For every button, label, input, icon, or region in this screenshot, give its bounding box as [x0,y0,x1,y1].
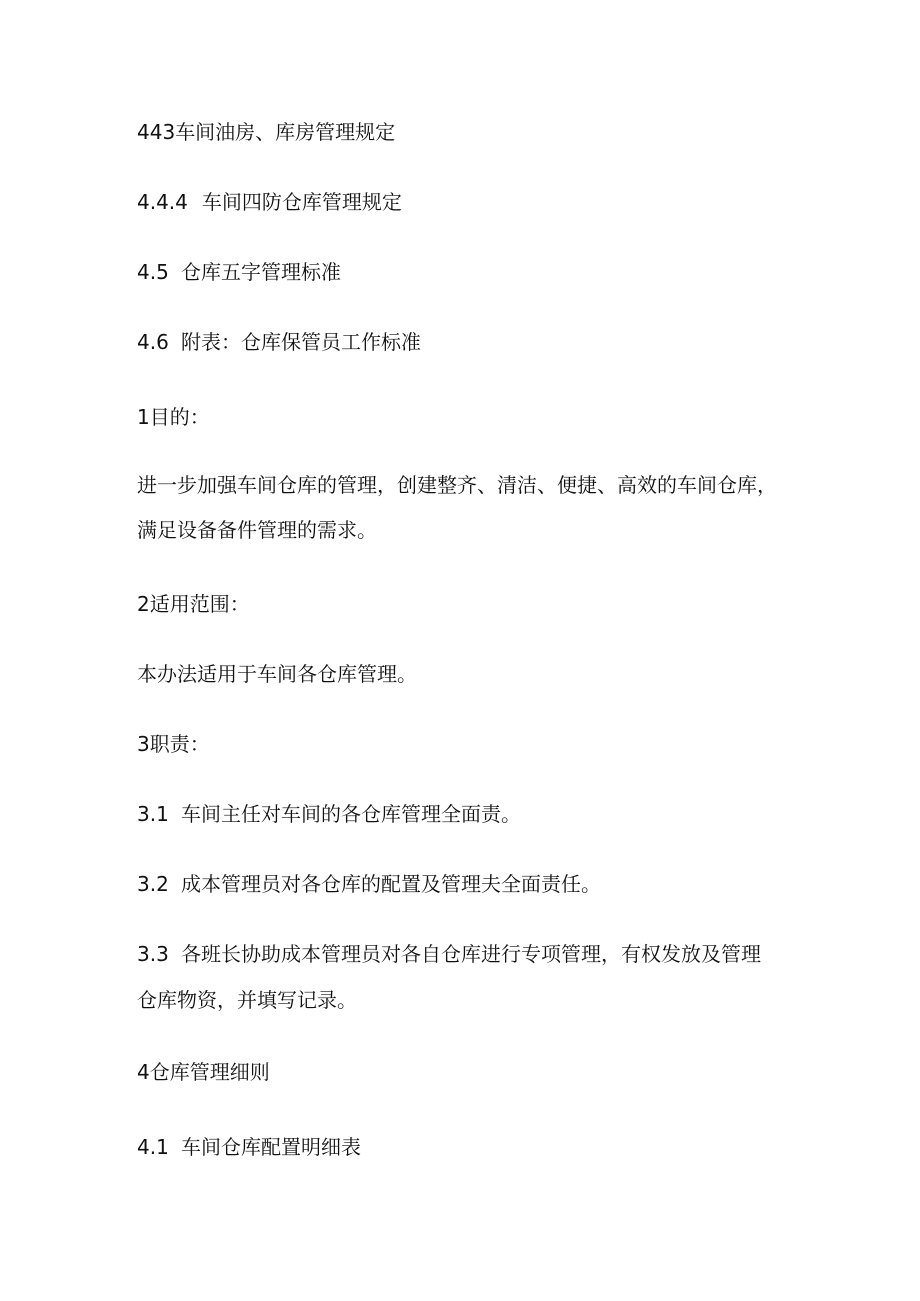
section-number: 1 [137,405,150,429]
line-text: 附表：仓库保管员工作标准 [181,330,421,354]
line-443 [137,120,797,144]
paragraph-line [137,662,797,686]
line-number: 4.4.4 [137,190,188,214]
section-1-heading [137,405,797,429]
line-4-6 [137,330,797,354]
section-4-heading [137,1060,797,1084]
section-number: 4 [137,1060,150,1084]
paragraph-line [137,518,797,542]
paragraph-line [137,988,797,1012]
section-3-heading [137,732,797,756]
line-text: 车间仓库配置明细表 [181,1135,361,1159]
line-number: 3.3 [137,942,169,966]
line-text: 成本管理员对各仓库的配置及管理夫全面责任。 [181,872,601,896]
line-4-5 [137,260,797,284]
line-3-3 [137,942,797,966]
line-text: 车间四防仓库管理规定 [201,190,402,214]
line-4-4-4 [137,190,797,214]
line-4-1 [137,1135,797,1159]
line-number: 4.1 [137,1135,169,1159]
section-title: 目的： [149,405,210,429]
line-3-1 [137,802,797,826]
section-number: 2 [137,592,150,616]
section-title: 仓库管理细则 [149,1060,270,1084]
line-number: 3.2 [137,872,169,896]
line-text: 仓库五字管理标准 [181,260,341,284]
line-text: 车间主任对车间的各仓库管理全面责。 [181,802,521,826]
paragraph-text: 仓库物资，并填写记录。 [137,988,357,1012]
paragraph-text: 满足设备备件管理的需求。 [137,518,377,542]
line-number: 443 [137,120,176,144]
line-number: 4.6 [137,330,169,354]
line-number: 3.1 [137,802,169,826]
line-text: 各班长协助成本管理员对各自仓库进行专项管理，有权发放及管理 [181,942,761,966]
section-title: 适用范围： [149,592,250,616]
line-number: 4.5 [137,260,169,284]
paragraph-line [137,473,797,497]
line-text: 车间油房、库房管理规定 [175,120,396,144]
section-title: 职责： [149,732,210,756]
line-3-2 [137,872,797,896]
section-number: 3 [137,732,150,756]
paragraph-text: 进一步加强车间仓库的管理，创建整齐、清洁、便捷、高效的车间仓库， [137,473,777,497]
paragraph-text: 本办法适用于车间各仓库管理。 [137,662,417,686]
section-2-heading [137,592,797,616]
